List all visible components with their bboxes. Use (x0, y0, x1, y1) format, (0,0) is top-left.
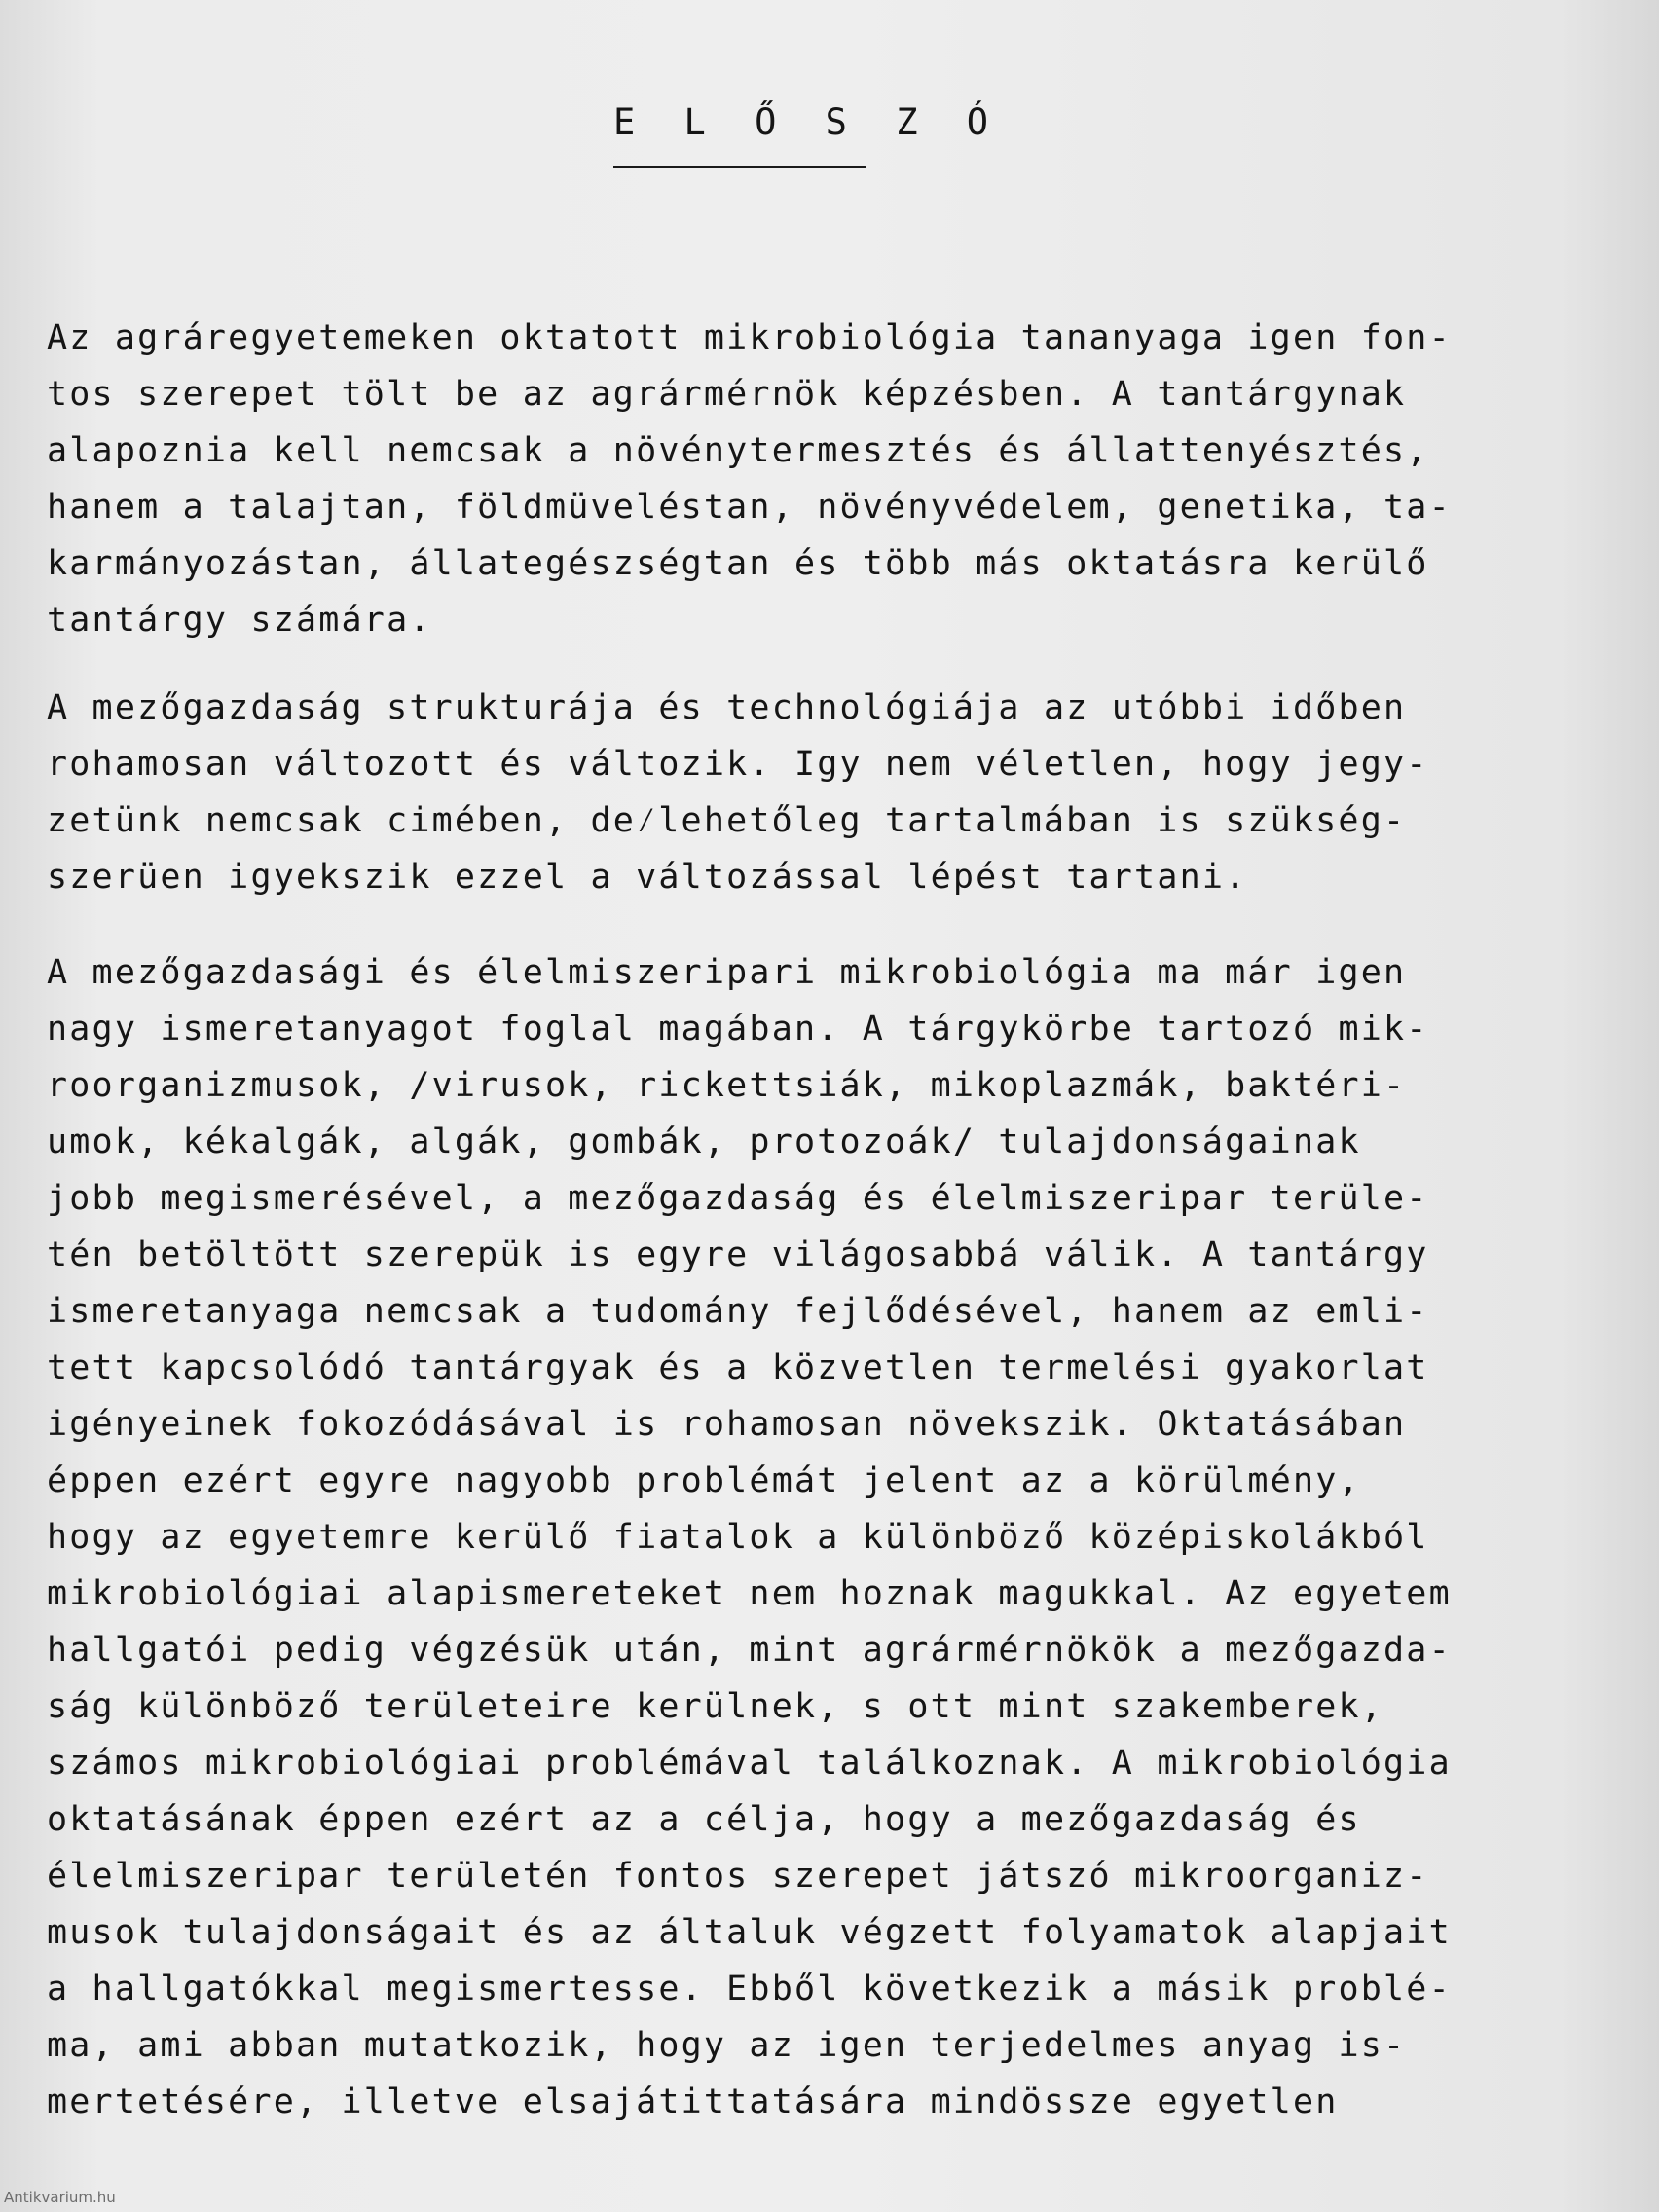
text-line: karmányozástan, állategészségtan és több más oktatásra kerülő (47, 544, 1429, 583)
text-line: A mezőgazdasági és élelmiszeripari mikrobiológia ma már igen (47, 953, 1407, 992)
text-line: ma, ami abban mutatkozik, hogy az igen terjedelmes anyag is- (47, 2026, 1407, 2065)
text-line: tantárgy számára. (47, 601, 432, 640)
text-line: igényeinek fokozódásával is rohamosan növekszik. Oktatásában (47, 1405, 1407, 1444)
text-line: ismeretanyaga nemcsak a tudomány fejlődésével, hanem az emli- (47, 1292, 1429, 1331)
text-line: tén betöltött szerepük is egyre világosabbá válik. A tantárgy (47, 1235, 1429, 1274)
text-line: a hallgatókkal megismertesse. Ebből következik a másik problé- (47, 1970, 1452, 2009)
paragraph-2 (47, 680, 1468, 905)
title-underline (613, 166, 866, 168)
text-line: mikrobiológiai alapismereteket nem hoznak magukkal. Az egyetem (47, 1574, 1452, 1613)
text-line: A mezőgazdaság strukturája és technológiája az utóbbi időben (47, 688, 1407, 727)
text-line: élelmiszeripar területén fontos szerepet játszó mikroorganiz- (47, 1857, 1429, 1896)
page-title: E L Ő S Z Ó (613, 101, 1003, 143)
text-line: jobb megismerésével, a mezőgazdaság és élelmiszeripar terüle- (47, 1179, 1429, 1218)
text-line: alapoznia kell nemcsak a növénytermesztés és állattenyésztés, (47, 431, 1429, 470)
text-line: mertetésére, illetve elsajátittatására mindössze egyetlen (47, 2083, 1339, 2121)
text-line: umok, kékalgák, algák, gombák, protozoák/ tulajdonságainak (47, 1123, 1361, 1161)
text-line: szerüen igyekszik ezzel a változással lépést tartani. (47, 858, 1248, 897)
text-line: ság különböző területeire kerülnek, s ott mint szakemberek, (47, 1687, 1384, 1726)
text-line: Az agráregyetemeken oktatott mikrobiológia tananyaga igen fon- (47, 318, 1452, 357)
text-line: éppen ezért egyre nagyobb problémát jelent az a körülmény, (47, 1461, 1361, 1500)
text-line: hanem a talajtan, földmüveléstan, növényvédelem, genetika, ta- (47, 488, 1452, 527)
text-line: hogy az egyetemre kerülő fiatalok a különböző középiskolákból (47, 1518, 1429, 1557)
paragraph-3 (47, 944, 1468, 2130)
watermark: Antikvarium.hu (4, 2189, 116, 2206)
text-line: tos szerepet tölt be az agrármérnök képzésben. A tantárgynak (47, 375, 1407, 414)
text-line: oktatásának éppen ezért az a célja, hogy a mezőgazdaság és (47, 1800, 1361, 1839)
text-line: tett kapcsolódó tantárgyak és a közvetlen termelési gyakorlat (47, 1348, 1429, 1387)
text-line: roorganizmusok, /virusok, rickettsiák, mikoplazmák, baktéri- (47, 1066, 1407, 1105)
text-line: musok tulajdonságait és az általuk végzett folyamatok alapjait (47, 1913, 1452, 1952)
paragraph-1 (47, 310, 1468, 648)
text-line: nagy ismeretanyagot foglal magában. A tárgykörbe tartozó mik- (47, 1010, 1429, 1049)
text-line: zetünk nemcsak cimében, de⁄lehetőleg tartalmában is szükség- (47, 801, 1407, 840)
text-line: hallgatói pedig végzésük után, mint agrármérnökök a mezőgazda- (47, 1631, 1452, 1670)
text-line: rohamosan változott és változik. Igy nem véletlen, hogy jegy- (47, 745, 1429, 784)
text-line: számos mikrobiológiai problémával találkoznak. A mikrobiológia (47, 1744, 1452, 1783)
